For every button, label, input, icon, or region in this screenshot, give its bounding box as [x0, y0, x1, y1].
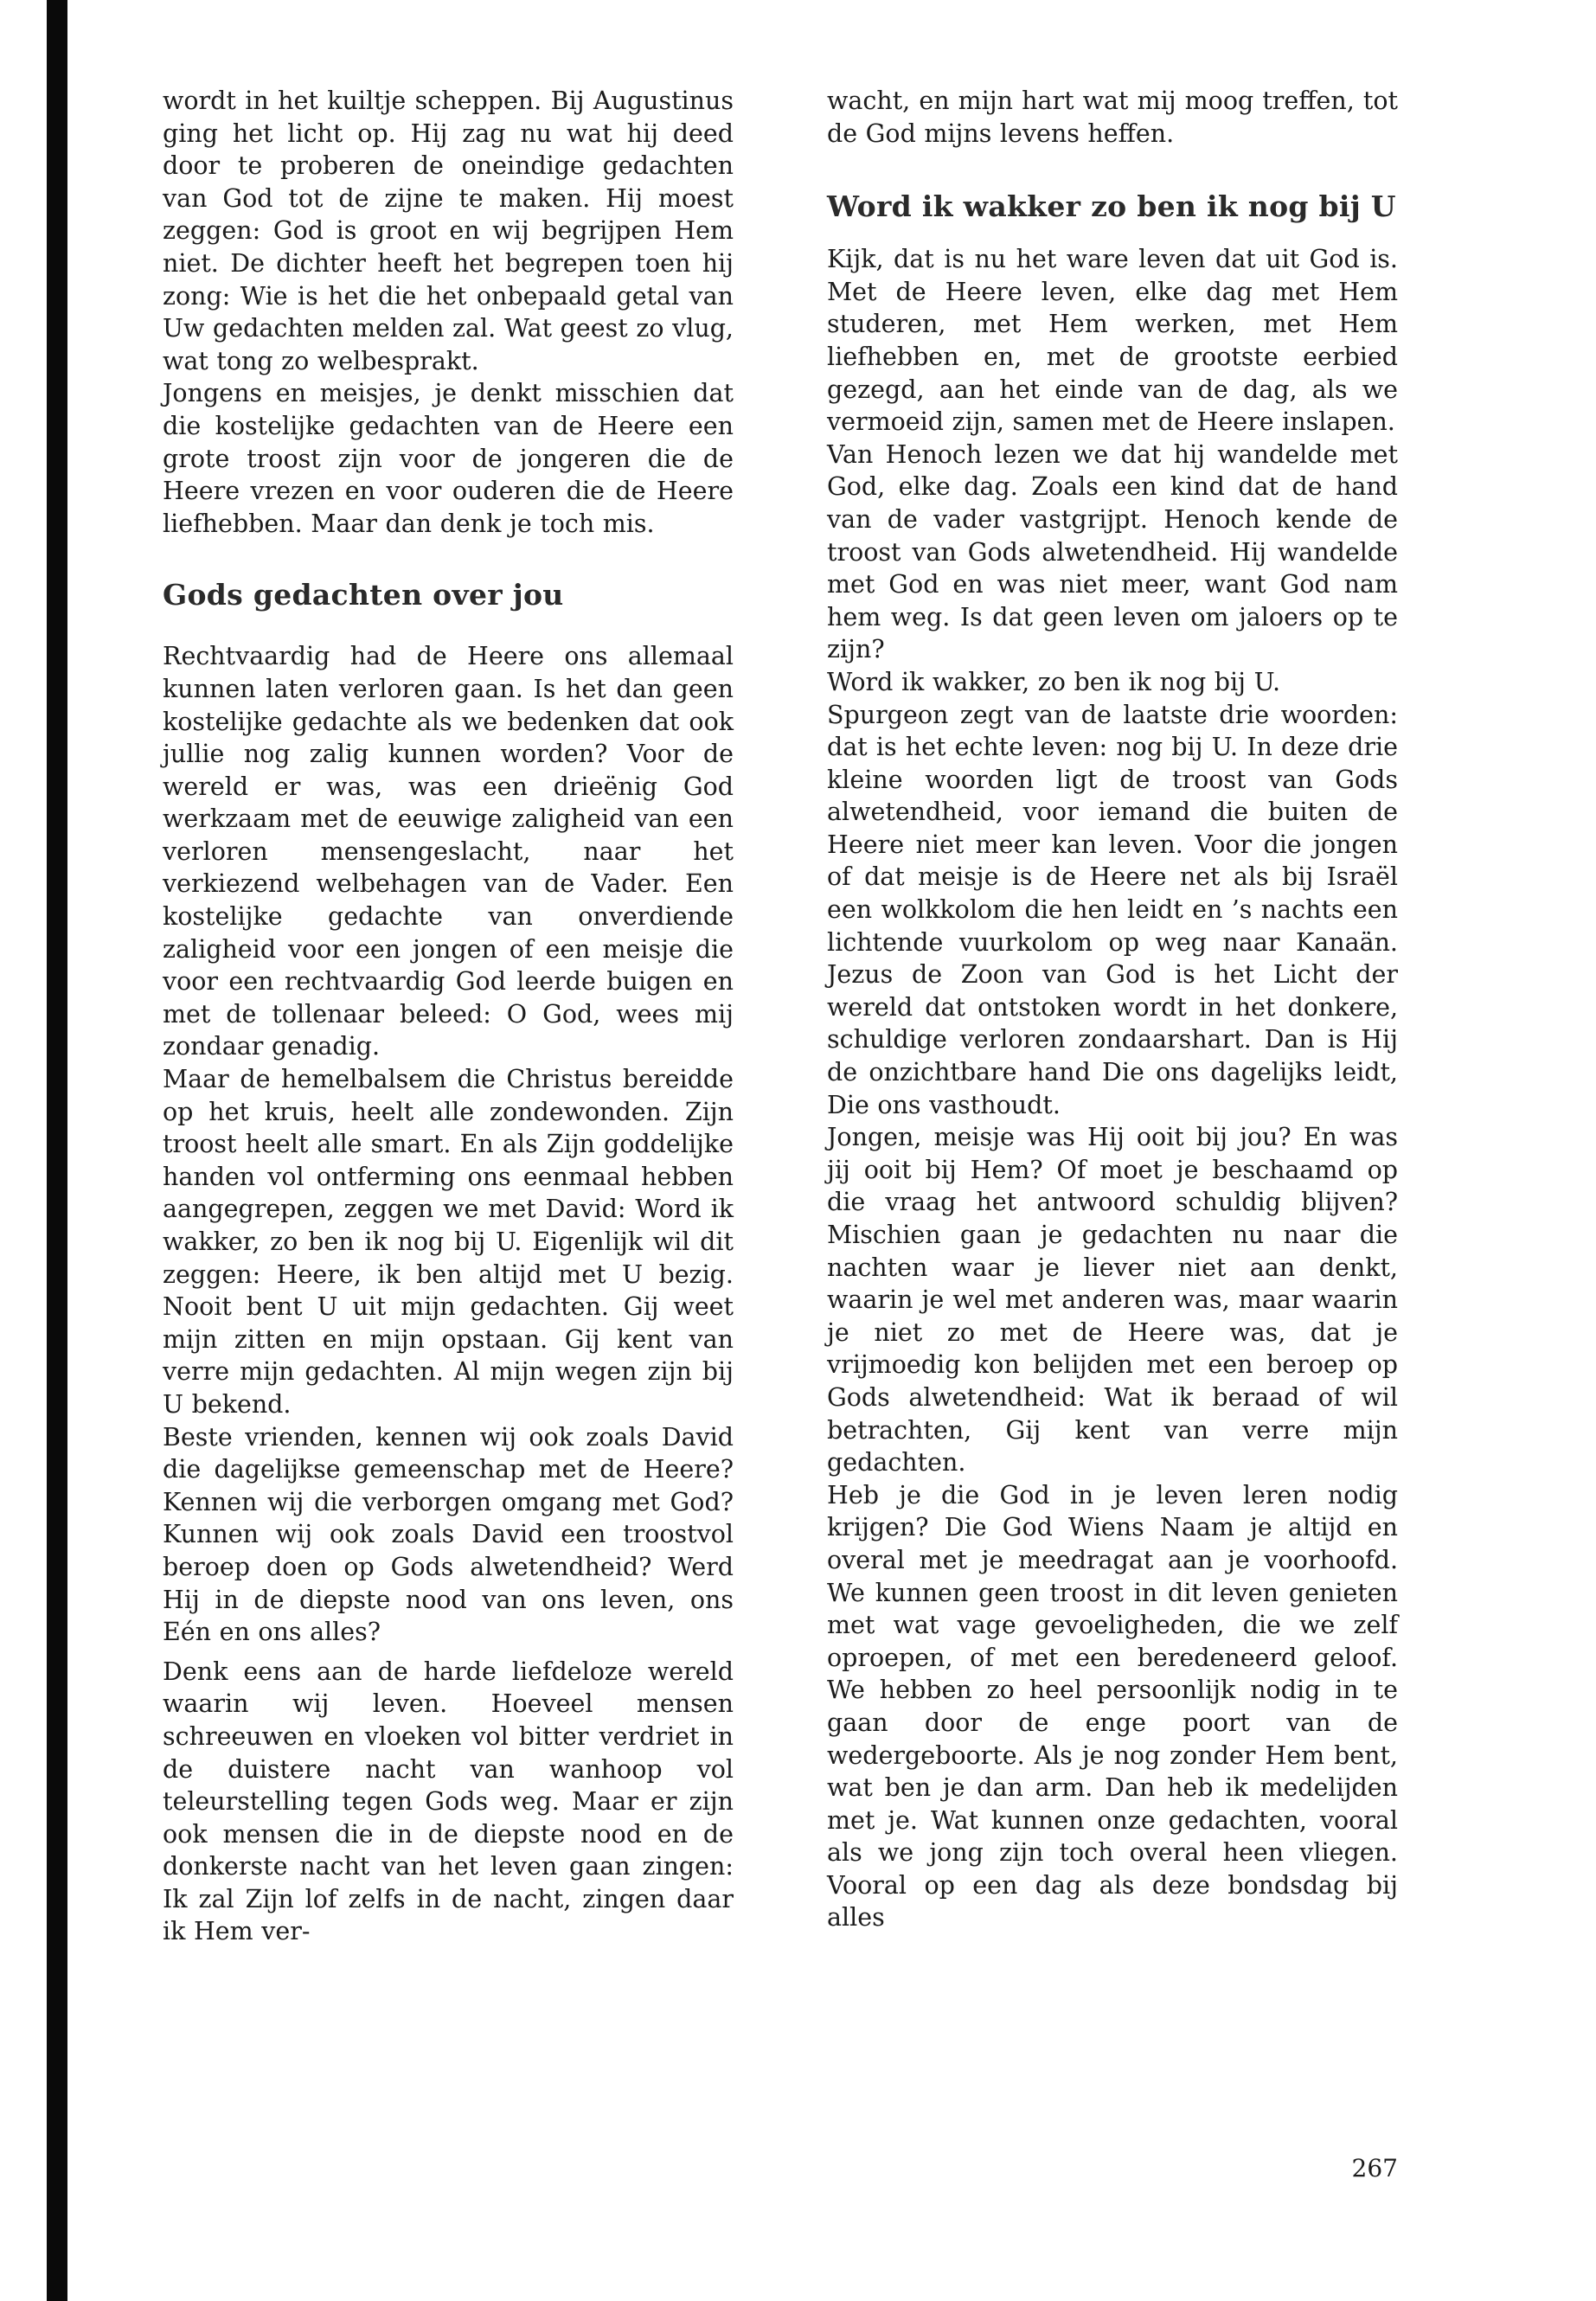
right-paragraph-7: Heb je die God in je leven leren nodig krijgen? Die God Wiens Naam je altijd en overal met je meedragat aan je voorhoofd. We kunnen geen troost in dit leven genieten met wat vage gevoeligheden, die we zelf oproepen, of met een beredeneerd geloof. We hebben zo heel persoonlijk nodig in te gaan door de enge poort van de wedergeboorte. Als je nog zonder Hem bent, wat ben je dan arm. Dan heb ik medelijden met je. Wat kunnen onze gedachten, vooral als we jong zijn toch overal heen vliegen. Vooral op een dag als deze bondsdag bij alles [827, 1480, 1398, 1932]
scan-edge-bar [47, 0, 67, 2301]
left-paragraph-6: Denk eens aan de harde liefdeloze wereld waarin wij leven. Hoeveel mensen schreeuwen en vloeken vol bitter verdriet in de duistere nacht van wanhoop vol teleurstelling tegen Gods weg. Maar er zijn ook mensen die in de diepste nood en de donkerste nacht van het leven gaan zingen: Ik zal Zijn lof zelfs in de nacht, zingen daar ik Hem ver- [163, 1657, 734, 1946]
left-column [163, 85, 734, 1948]
right-column [827, 85, 1398, 1934]
left-paragraph-3: Rechtvaardig had de Heere ons allemaal kunnen laten verloren gaan. Is het dan geen kostelijke gedachte als we bedenken dat ook jullie nog zalig kunnen worden? Voor de wereld er was, was een drieënig God werkzaam met de eeuwige zaligheid van een verloren mensengeslacht, naar het verkiezend welbehagen van de Vader. Een kostelijke gedachte van onverdiende zaligheid voor een jongen of een meisje die voor een rechtvaardig God leerde buigen en met de tollenaar beleed: O God, wees mij zondaar genadig. [163, 642, 734, 1061]
right-paragraph-2: Kijk, dat is nu het ware leven dat uit God is. Met de Heere leven, elke dag met Hem studeren, met Hem werken, met Hem liefhebben en, met de grootste eerbied gezegd, aan het einde van de dag, als we vermoeid zijn, samen met de Heere inslapen. [827, 245, 1398, 437]
right-paragraph-6: Jongen, meisje was Hij ooit bij jou? En was jij ooit bij Hem? Of moet je beschaamd op die vraag het antwoord schuldig blijven? Mischien gaan je gedachten nu naar die nachten waar je liever niet aan denkt, waarin je wel met anderen was, maar waarin je niet zo met de Heere was, dat je vrijmoedig kon belijden met een beroep op Gods alwetendheid: Wat ik beraad of wil betrachten, Gij kent van verre mijn gedachten. [827, 1123, 1398, 1477]
section-heading-word-ik-wakker: Word ik wakker zo ben ik nog bij U [827, 189, 1396, 224]
page-number: 267 [1351, 2154, 1398, 2182]
right-paragraph-3: Van Henoch lezen we dat hij wandelde met God, elke dag. Zoals een kind dat de hand van de vader vastgrijpt. Henoch kende de troost van Gods alwetendheid. Hij wandelde met God en was niet meer, want God nam hem weg. Is dat geen leven om jaloers op te zijn? [827, 439, 1398, 664]
section-heading-gods-gedachten: Gods gedachten over jou [163, 578, 564, 612]
right-paragraph-1: wacht, en mijn hart wat mij moog treffen, tot de God mijns levens heffen. [827, 87, 1398, 148]
right-paragraph-5: Spurgeon zegt van de laatste drie woorden: dat is het echte leven: nog bij U. In deze drie kleine woorden ligt de troost van Gods alwetendheid, voor iemand die buiten de Heere niet meer kan leven. Voor die jongen of dat meisje is de Heere net als bij Israël een wolkkolom die hen leidt en ’s nachts een lichtende vuurkolom op weg naar Kanaän. Jezus de Zoon van God is het Licht der wereld dat ontstoken wordt in het donkere, schuldige verloren zondaarshart. Dan is Hij de onzichtbare hand Die ons dagelijks leidt, Die ons vasthoudt. [827, 700, 1398, 1119]
right-paragraph-4: Word ik wakker, zo ben ik nog bij U. [827, 667, 1281, 696]
left-paragraph-2: Jongens en meisjes, je denkt misschien dat die kostelijke gedachten van de Heere een grote troost zijn voor de jongeren die de Heere vrezen en voor ouderen die de Heere liefhebben. Maar dan denk je toch mis. [163, 379, 734, 538]
left-paragraph-4: Maar de hemelbalsem die Christus bereidde op het kruis, heelt alle zondewonden. Zijn troost heelt alle smart. En als Zijn goddelijke handen vol ontferming ons eenmaal hebben aangegrepen, zeggen we met David: Word ik wakker, zo ben ik nog bij U. Eigenlijk wil dit zeggen: Heere, ik ben altijd met U bezig. Nooit bent U uit mijn gedachten. Gij weet mijn zitten en mijn opstaan. Gij kent van verre mijn gedachten. Al mijn wegen zijn bij U bekend. [163, 1065, 734, 1419]
left-paragraph-1: wordt in het kuiltje scheppen. Bij Augustinus ging het licht op. Hij zag nu wat hij deed door te proberen de oneindige gedachten van God tot de zijne te maken. Hij moest zeggen: God is groot en wij begrijpen Hem niet. De dichter heeft het begrepen toen hij zong: Wie is het die het onbepaald getal van Uw gedachten melden zal. Wat geest zo vlug, wat tong zo welbesprakt. [163, 87, 734, 375]
left-paragraph-5: Beste vrienden, kennen wij ook zoals David die dagelijkse gemeenschap met de Heere? Kennen wij die verborgen omgang met God? Kunnen wij ook zoals David een troostvol beroep doen op Gods alwetendheid? Werd Hij in de diepste nood van ons leven, ons Eén en ons alles? [163, 1422, 734, 1647]
